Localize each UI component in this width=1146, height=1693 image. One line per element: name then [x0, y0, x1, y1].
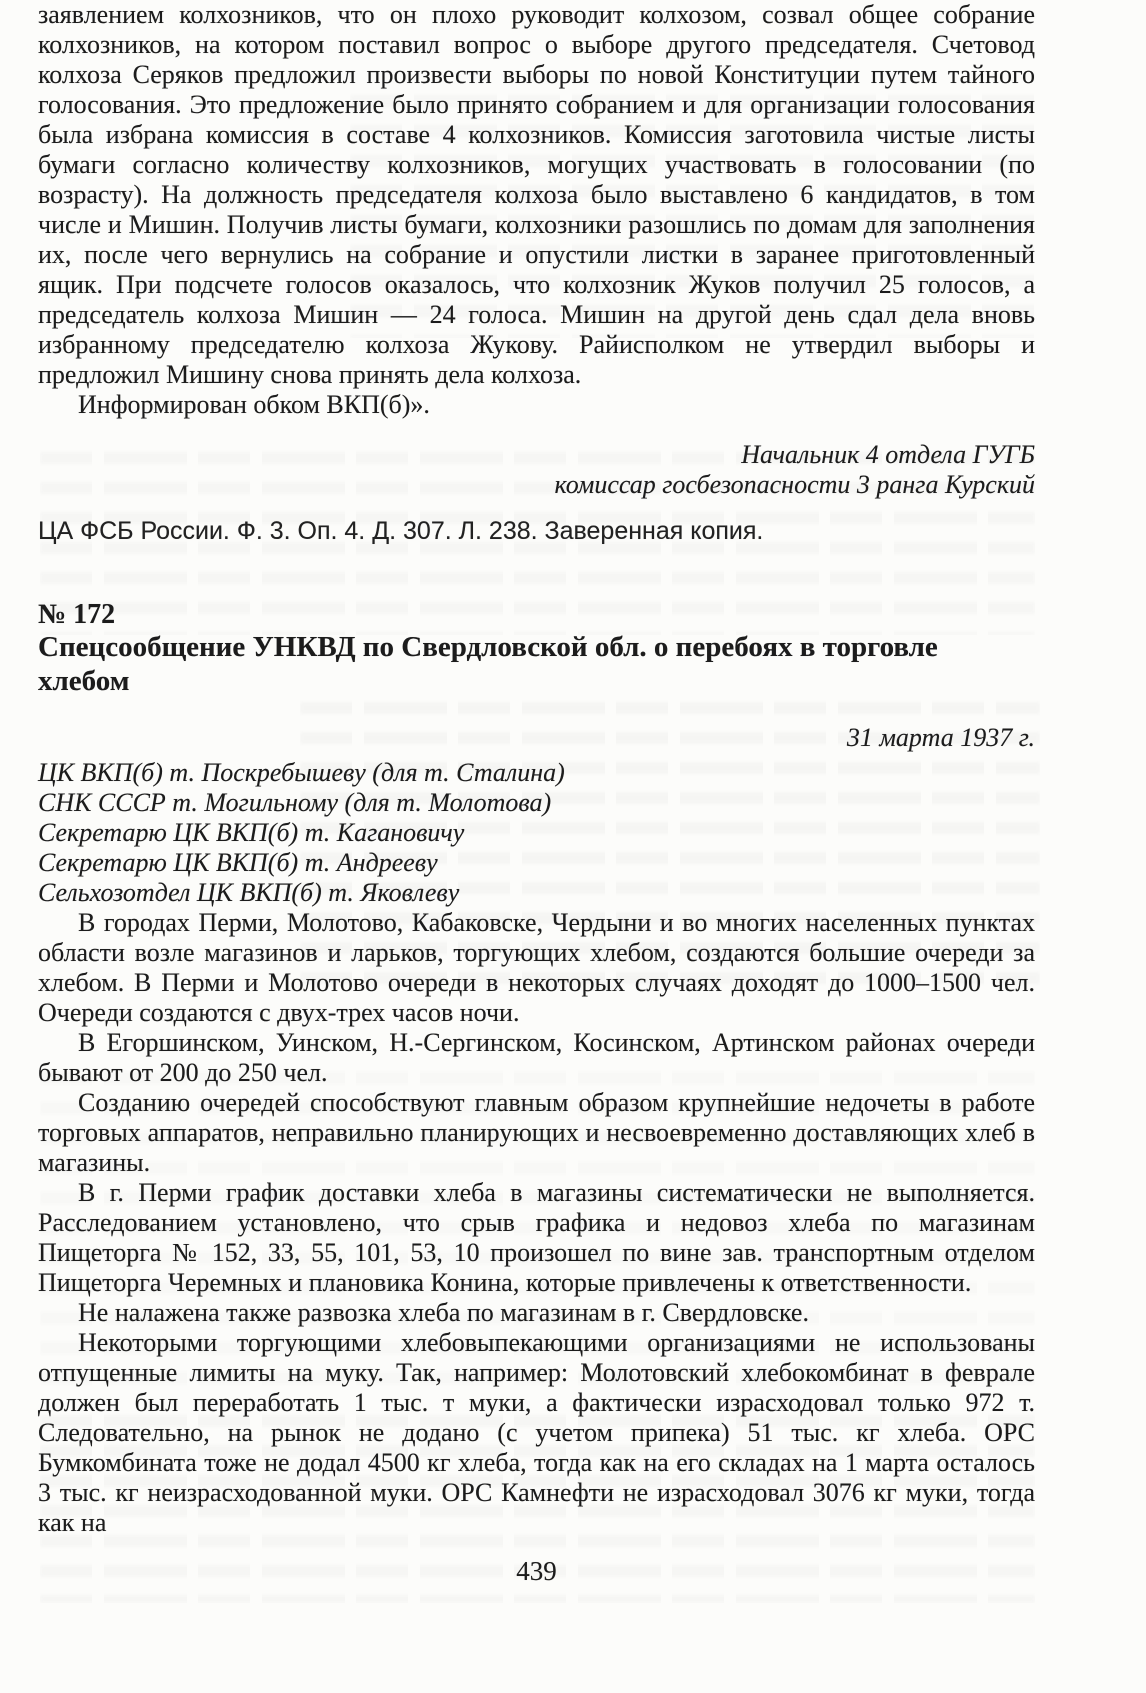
page-content — [38, 0, 1035, 1586]
body-paragraph: В Егоршинском, Уинском, Н.-Сергинском, Косинском, Артинском районах очереди бывают от 200 до 250 чел. — [38, 1028, 1035, 1087]
page-number: 439 — [516, 1556, 557, 1586]
informed-line: Информирован обком ВКП(б)». — [78, 390, 430, 419]
signature-block — [38, 440, 1035, 500]
addressee-list — [38, 758, 1035, 908]
addressee-line: Секретарю ЦК ВКП(б) т. Кагановичу — [38, 818, 465, 847]
document-date: 31 марта 1937 г. — [846, 723, 1035, 752]
addressee-line: ЦК ВКП(б) т. Поскребышеву (для т. Сталина) — [38, 758, 565, 787]
body-paragraph: Некоторыми торгующими хлебовыпекающими организациями не использованы отпущенные лимиты на муку. Так, например: Молотовский хлебокомбинат в феврале должен был переработать 1 тыс. т муки, а фактически израсходовал только 972 т. Следовательно, на рынок не додано (с учетом припека) 51 тыс. кг хлеба. ОРС Бумкомбината тоже не додал 4500 кг хлеба, тогда как на его складах на 1 марта осталось 3 тыс. кг неизрасходованной муки. ОРС Камнефти не израсходовал 3076 кг муки, тогда как на — [38, 1328, 1035, 1537]
document-number: № 172 — [38, 599, 116, 630]
document-title: Спецсообщение УНКВД по Свердловской обл. о перебоях в торговле хлебом — [38, 631, 938, 697]
archive-reference: ЦА ФСБ России. Ф. 3. Оп. 4. Д. 307. Л. 238. Заверенная копия. — [38, 517, 764, 545]
body-paragraph: Не налажена также развозка хлеба по магазинам в г. Свердловске. — [78, 1298, 809, 1327]
addressee-line: Сельхозотдел ЦК ВКП(б) т. Яковлеву — [38, 878, 460, 907]
body-paragraph: Созданию очередей способствуют главным образом крупнейшие недочеты в работе торговых аппаратов, неправильно планирующих и несвоевременно доставляющих хлеб в магазины. — [38, 1088, 1035, 1177]
body-paragraph: В городах Перми, Молотово, Кабаковске, Чердыни и во многих населенных пунктах области возле магазинов и ларьков, торгующих хлебом, создаются большие очереди за хлебом. В Перми и Молотово очереди в некоторых случаях доходят до 1000–1500 чел. Очереди создаются с двух-трех часов ночи. — [38, 908, 1035, 1027]
signature-rank-name: комиссар госбезопасности 3 ранга Курский — [554, 470, 1035, 499]
addressee-line: Секретарю ЦК ВКП(б) т. Андрееву — [38, 848, 438, 877]
continuation-paragraph: заявлением колхозников, что он плохо руководит колхозом, созвал общее собрание колхозников, на котором поставил вопрос о выборе другого председателя. Счетовод колхоза Серяков предложил произвести выборы по новой Конституции путем тайного голосования. Это предложение было принято собранием и для организации голосования была избрана комиссия в составе 4 колхозников. Комиссия заготовила чистые листы бумаги согласно количеству колхозников, могущих участвовать в голосовании (по возрасту). На должность председателя колхоза было выставлено 6 кандидатов, в том числе и Мишин. Получив листы бумаги, колхозники разошлись по домам для заполнения их, после чего вернулись на собрание и опустили листки в заранее приготовленный ящик. При подсчете голосов оказалось, что колхозник Жуков получил 25 голосов, а председатель колхоза Мишин — 24 голоса. Мишин на другой день сдал дела вновь избранному председателю колхоза Жукову. Райисполком не утвердил выборы и предложил Мишину снова принять дела колхоза. — [38, 0, 1035, 389]
signature-position: Начальник 4 отдела ГУГБ — [741, 440, 1035, 469]
addressee-line: СНК СССР т. Могильному (для т. Молотова) — [38, 788, 552, 817]
body-paragraph: В г. Перми график доставки хлеба в магазины систематически не выполняется. Расследованием установлено, что срыв графика и недовоз хлеба по магазинам Пищеторга № 152, 33, 55, 101, 53, 10 произошел по вине зав. транспортным отделом Пищеторга Черемных и плановика Конина, которые привлечены к ответственности. — [38, 1178, 1035, 1297]
